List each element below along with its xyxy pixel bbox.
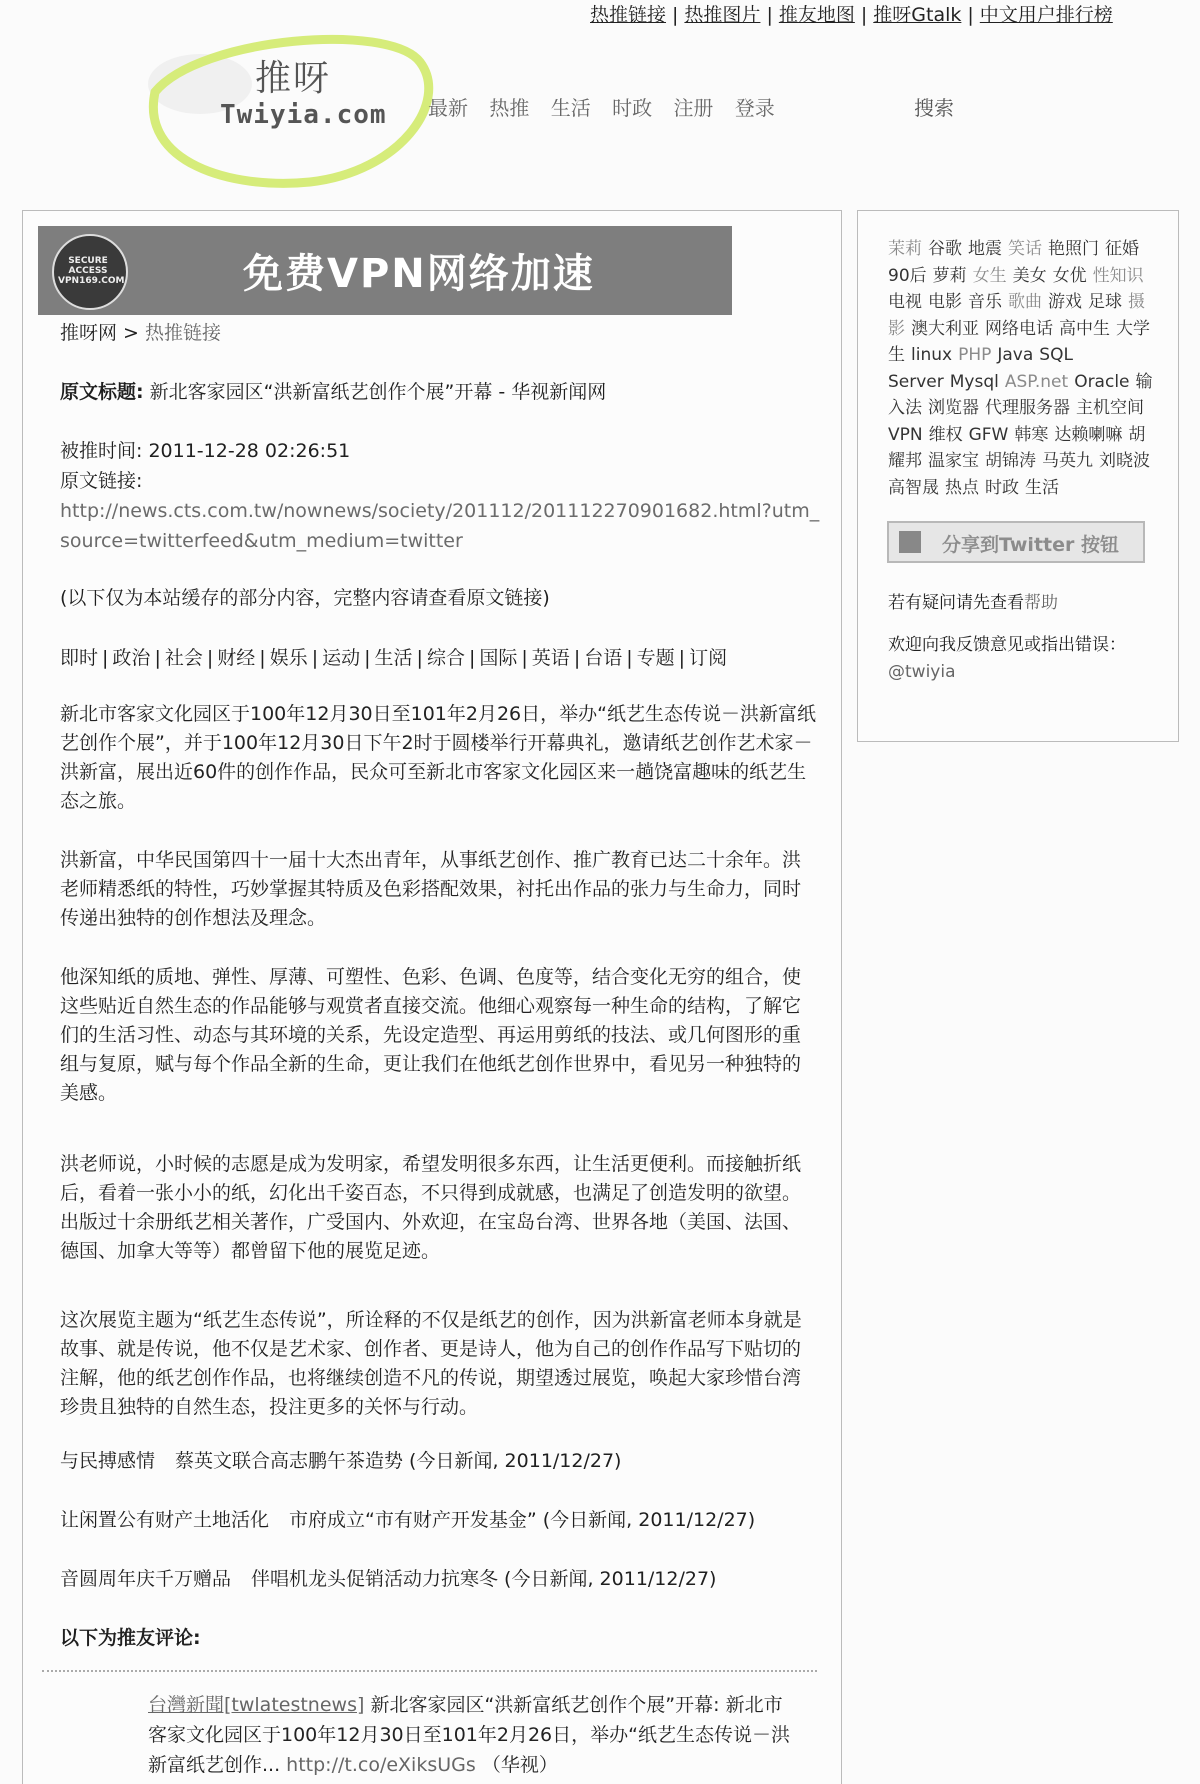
tag-link[interactable]: 美女 — [1012, 265, 1047, 286]
site-logo[interactable] — [60, 22, 460, 192]
related-news-title: 市府成立“市有财产开发基金” (今日新闻, 2011/12/27) — [289, 1509, 756, 1531]
tag-link[interactable]: 电影 — [928, 292, 962, 312]
help-text: 若有疑问请先查看 — [888, 593, 1024, 613]
logo-en-text: Twiyia.com — [220, 100, 387, 130]
category-separator: | — [364, 647, 371, 669]
tag-link[interactable]: SQL Server — [888, 345, 1073, 392]
tag-link[interactable]: 大学生 — [888, 318, 1150, 365]
related-news-lead: 音圆周年庆千万赠品 — [60, 1568, 232, 1590]
category-separator: | — [626, 647, 633, 669]
tag-link[interactable]: GFW — [968, 424, 1009, 445]
category-separator: | — [102, 647, 109, 669]
category-link[interactable]: 社会 — [164, 647, 203, 669]
nav-item-latest[interactable]: 最新 — [428, 96, 468, 120]
nav-item-login[interactable]: 登录 — [734, 96, 775, 120]
tag-link[interactable]: 主机空间 — [1076, 398, 1144, 418]
tag-link[interactable]: Oracle — [1074, 371, 1130, 392]
category-link[interactable]: 台语 — [584, 647, 623, 669]
category-separator: | — [416, 647, 423, 669]
article-paragraph: 洪老师说，小时候的志愿是成为发明家，希望发明很多东西，让生活更便利。而接触折纸后，看着一张小小的纸，幻化出千姿百态，不只得到成就感，也满足了创造发明的欲望。出版过十余册纸艺相关著作，广受国内、外欢迎，在宝岛台湾、世界各地（美国、法国、德国、加拿大等等）都曾留下他的展览足迹。 — [60, 1153, 802, 1262]
category-separator: | — [521, 647, 528, 669]
related-news-item[interactable] — [60, 1564, 820, 1591]
nav-item-politics[interactable]: 时政 — [612, 96, 653, 120]
tag-link[interactable]: PHP — [958, 345, 992, 365]
breadcrumb-current[interactable]: 热推链接 — [145, 322, 222, 344]
tag-link[interactable]: 高智晟 — [888, 477, 939, 498]
tag-link[interactable]: 性知识 — [1092, 265, 1144, 286]
share-icon — [899, 531, 921, 553]
related-news-item[interactable] — [60, 1446, 820, 1473]
help-note — [888, 588, 1058, 613]
tag-link[interactable]: 地震 — [968, 239, 1002, 259]
category-separator: | — [573, 647, 581, 669]
tag-link[interactable]: 维权 — [928, 424, 963, 445]
top-link-separator: | — [967, 4, 974, 26]
category-link[interactable]: 运动 — [322, 647, 361, 669]
main-nav — [428, 92, 790, 121]
breadcrumb-separator: > — [117, 322, 146, 344]
tag-link[interactable]: 韩寒 — [1014, 424, 1049, 445]
tag-link[interactable]: 胡锦涛 — [985, 451, 1036, 471]
tag-link[interactable]: 艳照门 — [1048, 239, 1099, 259]
tag-link[interactable]: 生活 — [1025, 477, 1059, 498]
comment-link[interactable]: http://t.co/eXiksUGs — [286, 1754, 476, 1776]
tag-link[interactable]: Mysql — [949, 371, 999, 392]
top-link[interactable]: 中文用户排行榜 — [979, 4, 1113, 26]
tag-link[interactable]: 时政 — [985, 477, 1019, 498]
category-link[interactable]: 综合 — [426, 647, 465, 669]
tag-cloud — [888, 236, 1156, 501]
comments-divider — [42, 1670, 817, 1672]
top-link[interactable]: 推友地图 — [778, 4, 855, 26]
category-link[interactable]: 政治 — [112, 647, 151, 669]
category-bar — [60, 643, 727, 670]
share-button-label: 分享到Twitter 按钮 — [942, 534, 1119, 556]
breadcrumb — [60, 318, 221, 345]
category-link[interactable]: 国际 — [479, 647, 518, 669]
tag-link[interactable]: ASP.net — [1004, 371, 1069, 392]
original-link-label: 原文链接: — [60, 470, 143, 492]
category-separator: | — [678, 647, 686, 669]
tag-link[interactable]: 女优 — [1052, 265, 1087, 286]
category-separator: | — [154, 647, 161, 669]
original-link[interactable]: http://news.cts.com.tw/nownews/society/201112/201112270901682.html?utm_source=twitterfeed&utm_medium=twitter — [60, 500, 820, 552]
top-link[interactable]: 热推链接 — [590, 4, 667, 26]
top-link-separator: | — [672, 4, 679, 26]
original-title-label: 原文标题: — [60, 381, 144, 403]
tag-link[interactable]: VPN — [888, 424, 923, 445]
tag-link[interactable]: 网络电话 — [985, 318, 1053, 339]
tag-link[interactable]: linux — [911, 345, 953, 365]
tag-link[interactable]: 歌曲 — [1008, 292, 1042, 312]
vpn-banner[interactable] — [38, 226, 732, 315]
category-link[interactable]: 生活 — [374, 647, 413, 669]
nav-item-life[interactable]: 生活 — [550, 96, 591, 120]
category-link[interactable]: 英语 — [531, 647, 570, 669]
article-paragraph: 洪新富，中华民国第四十一届十大杰出青年，从事纸艺创作、推广教育已达二十余年。洪老师精悉纸的特性，巧妙掌握其特质及色彩搭配效果，衬托出作品的张力与生命力，同时传递出独特的创作想法及理念。 — [60, 849, 802, 929]
banner-seal-text: SECURE ACCESS VPN169.COM — [58, 256, 125, 286]
feedback-note — [888, 632, 1138, 686]
tag-link[interactable]: 输入法 — [888, 371, 1153, 418]
search-link[interactable]: 搜索 — [914, 96, 954, 120]
share-to-twitter-button[interactable] — [887, 521, 1145, 563]
related-news-title: 蔡英文联合高志鹏午茶造势 (今日新闻, 2011/12/27) — [175, 1450, 622, 1472]
tag-link[interactable]: 胡耀邦 — [888, 424, 1146, 471]
category-link[interactable]: 即时 — [60, 647, 99, 669]
category-separator: | — [311, 647, 319, 669]
tag-link[interactable]: 音乐 — [968, 292, 1002, 312]
feedback-handle[interactable]: @twiyia — [888, 662, 956, 682]
nav-item-register[interactable]: 注册 — [673, 96, 714, 120]
top-link-separator: | — [860, 4, 868, 26]
pushed-time-label: 被推时间: — [60, 440, 143, 462]
category-separator: | — [206, 647, 214, 669]
article-paragraph: 他深知纸的质地、弹性、厚薄、可塑性、色彩、色调、色度等，结合变化无穷的组合，使这些贴近自然生态的作品能够与观赏者直接交流。他细心观察每一种生命的结构，了解它们的生活习性、动态与其环境的关系，先设定造型、再运用剪纸的技法、或几何图形的重组与复原，赋与每个作品全新的生命，更让我们在他纸艺创作世界中，看见另一种独特的美感。 — [60, 966, 802, 1104]
top-links-bar — [590, 0, 1113, 27]
category-link[interactable]: 专题 — [636, 647, 675, 669]
comment-user[interactable]: 台灣新聞[twlatestnews] — [148, 1694, 365, 1716]
logo-cn-text: 推呀 — [255, 58, 332, 99]
original-title: 新北客家园区“洪新富纸艺创作个展”开幕 - 华视新闻网 — [149, 381, 607, 403]
tag-link[interactable]: Java — [997, 345, 1034, 365]
comments-heading: 以下为推友评论: — [60, 1627, 201, 1649]
tag-link[interactable]: 浏览器 — [928, 398, 979, 418]
category-link[interactable]: 财经 — [217, 647, 256, 669]
tag-link[interactable]: 茉莉 — [888, 239, 922, 259]
meta-block — [60, 436, 820, 556]
top-link-separator: | — [766, 4, 773, 26]
tag-link[interactable]: 女生 — [972, 265, 1007, 286]
tag-link[interactable]: 90后 — [888, 265, 927, 286]
tag-link[interactable]: 马英九 — [1042, 451, 1093, 471]
top-link[interactable]: 推呀Gtalk — [873, 4, 962, 26]
help-link[interactable]: 帮助 — [1024, 593, 1058, 613]
cache-note: (以下仅为本站缓存的部分内容，完整内容请查看原文链接) — [60, 587, 550, 609]
tag-link[interactable]: 笑话 — [1008, 239, 1042, 259]
article-paragraph: 这次展览主题为“纸艺生态传说”，所诠释的不仅是纸艺的创作，因为洪新富老师本身就是故事、就是传说，他不仅是艺术家、创作者、更是诗人，他为自己的创作作品写下贴切的注解，他的纸艺创作作品，也将继续创造不凡的传说，期望透过展览，唤起大家珍惜台湾珍贵且独特的自然生态，投注更多的关怀与行动。 — [60, 1309, 802, 1418]
comment-source: （华视） — [481, 1754, 558, 1776]
related-news-lead: 与民搏感情 — [60, 1450, 156, 1472]
comment-item — [148, 1690, 798, 1780]
related-news-item[interactable] — [60, 1505, 820, 1532]
pushed-time: 2011-12-28 02:26:51 — [148, 440, 351, 462]
tag-link[interactable]: 高中生 — [1059, 318, 1110, 339]
feedback-text: 欢迎向我反馈意见或指出错误： — [888, 635, 1126, 655]
breadcrumb-home[interactable]: 推呀网 — [60, 322, 118, 344]
category-link[interactable]: 娱乐 — [269, 647, 308, 669]
tag-link[interactable]: 谷歌 — [928, 239, 962, 259]
tag-link[interactable]: 温家宝 — [928, 451, 979, 471]
nav-item-hot[interactable]: 热推 — [489, 96, 530, 120]
tag-link[interactable]: 游戏 — [1048, 292, 1082, 312]
category-separator: | — [259, 647, 266, 669]
banner-text: 免费VPN网络加速 — [243, 251, 595, 297]
top-link[interactable]: 热推图片 — [684, 4, 761, 26]
related-news-title: 伴唱机龙头促销活动力抗寒冬 (今日新闻, 2011/12/27) — [251, 1568, 717, 1590]
tag-link[interactable]: 澳大利亚 — [911, 318, 979, 339]
category-separator: | — [468, 647, 476, 669]
category-link[interactable]: 订阅 — [689, 647, 728, 669]
tag-link[interactable]: 刘晓波 — [1099, 451, 1150, 471]
related-news-lead: 让闲置公有财产土地活化 — [60, 1509, 270, 1531]
tag-link[interactable]: 电视 — [888, 292, 922, 312]
comment-text: 新北客家园区“洪新富纸艺创作个展”开幕: 新北市客家文化园区于100年12月30日至101年2月26日，举办“纸艺生态传说－洪新富纸艺创作... — [148, 1694, 790, 1776]
tag-link[interactable]: 代理服务器 — [985, 398, 1070, 418]
tag-link[interactable]: 摄影 — [888, 292, 1145, 339]
tag-link[interactable]: 达赖喇嘛 — [1054, 424, 1123, 445]
article-paragraph: 新北市客家文化园区于100年12月30日至101年2月26日，举办“纸艺生态传说－洪新富纸艺创作个展”，并于100年12月30日下午2时于圆楼举行开幕典礼，邀请纸艺创作艺术家－洪新富，展出近60件的创作作品，民众可至新北市客家文化园区来一趟饶富趣味的纸艺生态之旅。 — [60, 703, 816, 812]
tag-link[interactable]: 征婚 — [1105, 239, 1139, 259]
original-title-line — [60, 377, 820, 404]
tag-link[interactable]: 足球 — [1088, 292, 1122, 312]
tag-link[interactable]: 热点 — [945, 477, 979, 498]
tag-link[interactable]: 萝莉 — [932, 265, 967, 286]
